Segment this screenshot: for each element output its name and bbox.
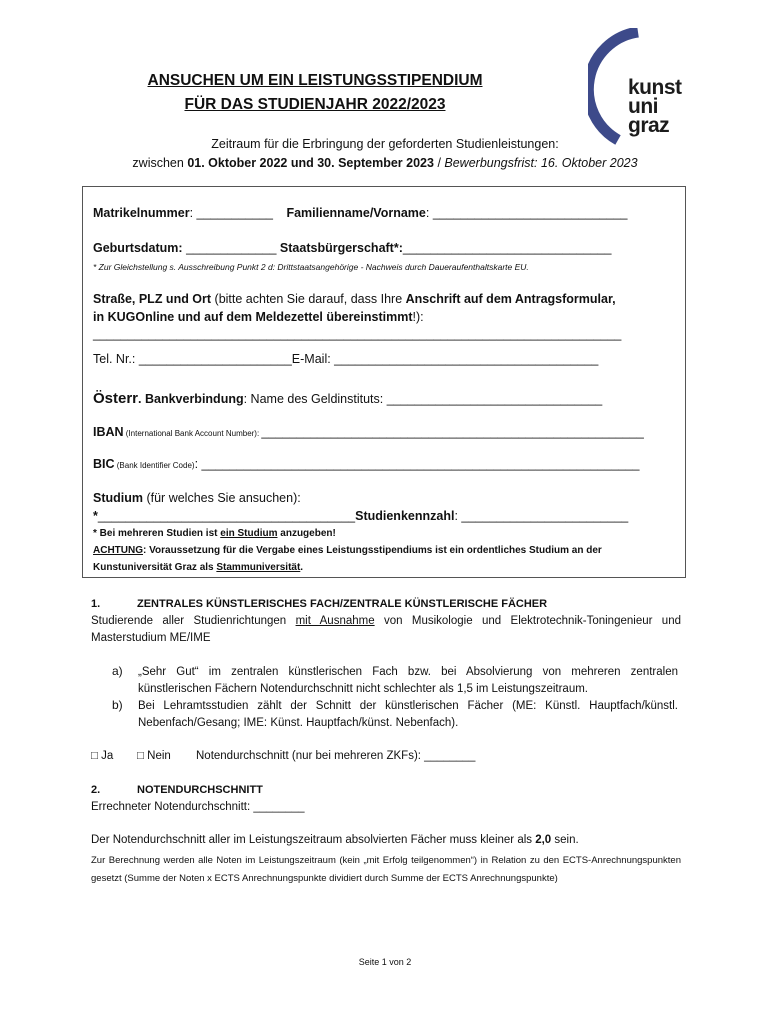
multi-note-underline: ein Studium xyxy=(220,528,278,539)
period-line2 xyxy=(60,156,710,170)
section1-heading: ZENTRALES KÜNSTLERISCHES FACH/ZENTRALE KÜNSTLERISCHE FÄCHER xyxy=(137,598,548,610)
section2-heading: NOTENDURCHSCHNITT xyxy=(137,784,263,796)
section1-intro xyxy=(91,613,681,647)
calculated-average-field[interactable]: Errechneter Notendurchschnitt: ________ xyxy=(91,801,305,813)
address-hint: (bitte achten Sie darauf, dass Ihre xyxy=(211,292,406,306)
bic-row xyxy=(93,457,640,471)
achtung-underline: Stammuniversität xyxy=(216,562,301,573)
citizenship-note: * Zur Gleichstellung s. Ausschreibung Punkt 2 d: Drittstaatsangehörige - Nachweis durch Daueraufenthaltskarte EU. xyxy=(93,262,529,272)
section1-number: 1. xyxy=(91,598,101,610)
phone-label: Tel. Nr.: xyxy=(93,352,139,366)
birthdate-field[interactable]: _____________ xyxy=(182,241,280,255)
average-rule-value: 2,0 xyxy=(535,834,552,846)
bank-name-field[interactable]: _______________________________ xyxy=(386,392,603,406)
bank-name-label: : Name des Geldinstituts: xyxy=(243,392,387,406)
iban-label: IBAN xyxy=(93,425,124,439)
studium-field[interactable]: _____________________________________ xyxy=(97,509,356,523)
birthdate-label: Geburtsdatum: xyxy=(93,241,183,255)
matrikel-label: Matrikelnummer xyxy=(93,206,190,220)
bic-colon: : xyxy=(194,457,202,471)
bic-hint: (Bank Identifier Code) xyxy=(114,461,195,470)
calculation-detail: Zur Berechnung werden alle Noten im Leistungszeitraum (kein „mit Erfolg teilgenommen“) in Relation zu den ECTS-Anrechnungspunkten gesetzt (Summe der Noten x ECTS Anrechnungspunkte dividiert durch Summe der ECTS Anrechnungspunkte) xyxy=(91,855,681,884)
item-b-label: b) xyxy=(112,698,123,712)
name-field[interactable]: : ____________________________ xyxy=(425,206,628,220)
address-label: Straße, PLZ und Ort xyxy=(93,292,212,306)
average-rule xyxy=(91,834,579,846)
name-label: Familienname/Vorname xyxy=(286,206,426,220)
kennzahl-field[interactable]: : ________________________ xyxy=(454,509,629,523)
address-hint-bold: Anschrift auf dem Antragsformular, xyxy=(405,292,616,306)
bank-label: . Bankverbindung xyxy=(138,392,244,406)
achtung-text2: Kunstuniversität Graz als xyxy=(93,562,217,573)
multi-study-note xyxy=(93,528,336,539)
section1-intro-pre: Studierende aller Studienrichtungen xyxy=(91,615,296,627)
logo-line-kunst: kunst xyxy=(628,76,682,99)
application-deadline: Bewerbungsfrist: 16. Oktober 2023 xyxy=(444,156,638,170)
birth-row xyxy=(93,241,611,255)
achtung-line1 xyxy=(93,545,602,556)
achtung-text: : Voraussetzung für die Vergabe eines Leistungsstipendiums ist ein ordentliches Studium an der xyxy=(143,545,602,556)
multi-note-pre: * Bei mehreren Studien ist xyxy=(93,528,221,539)
page-title-line2: FÜR DAS STUDIENJAHR 2022/2023 xyxy=(184,96,446,113)
address-line2 xyxy=(93,310,424,324)
average-rule-post: sein. xyxy=(551,834,579,846)
item-a-text: „Sehr Gut“ im zentralen künstlerischen Fach bzw. bei Absolvierung von mehreren zentralen künstlerischen Fächern Notendurchschnitt nicht schlechter als 1,5 im Leistungszeitraum. xyxy=(138,666,678,695)
kug-logo xyxy=(588,28,698,148)
section2-number: 2. xyxy=(91,784,101,796)
email-label: E-Mail: xyxy=(291,352,335,366)
checkbox-ja[interactable]: □ Ja xyxy=(91,750,114,762)
bic-field[interactable]: _______________________________________________________________ xyxy=(201,457,640,471)
period-prefix: zwischen xyxy=(132,156,188,170)
period-separator: / xyxy=(433,156,445,170)
iban-hint: (International Bank Account Number): xyxy=(123,429,262,438)
citizenship-label: Staatsbürgerschaft*: xyxy=(279,241,403,255)
bank-row xyxy=(93,390,602,407)
logo-line-graz: graz xyxy=(628,114,670,137)
iban-field[interactable]: _______________________________________________________ xyxy=(261,425,644,439)
logo-line-uni: uni xyxy=(628,95,658,118)
bic-label: BIC xyxy=(93,457,115,471)
citizenship-field[interactable]: ______________________________ xyxy=(402,241,612,255)
section1-intro-underline: mit Ausnahme xyxy=(295,615,375,627)
multi-note-post: anzugeben! xyxy=(277,528,336,539)
contact-row xyxy=(93,352,598,366)
checkbox-nein[interactable]: □ Nein xyxy=(137,750,171,762)
section1-intro-post: von Musikologie und Elektrotechnik-Toningenieur und Masterstudium ME/IME xyxy=(91,615,681,644)
average-rule-pre: Der Notendurchschnitt aller im Leistungszeitraum absolvierten Fächer muss kleiner als xyxy=(91,834,536,846)
page-number: Seite 1 von 2 xyxy=(358,957,412,967)
achtung-label: ACHTUNG xyxy=(93,545,143,556)
address-line1 xyxy=(93,292,616,306)
address-field[interactable]: ____________________________________________________________________________ xyxy=(93,327,622,341)
matrikel-field[interactable]: : ___________ xyxy=(189,206,273,220)
achtung-end: . xyxy=(300,562,304,573)
zkf-average-field[interactable]: Notendurchschnitt (nur bei mehreren ZKFs): ________ xyxy=(196,750,476,762)
period-line1: Zeitraum für die Erbringung der geforderten Studienleistungen: xyxy=(211,137,559,151)
iban-row xyxy=(93,425,644,439)
studium-hint: (für welches Sie ansuchen): xyxy=(143,491,301,505)
achtung-line2 xyxy=(93,562,303,573)
studium-star: * xyxy=(93,509,98,523)
address-hint-end: !): xyxy=(412,310,424,324)
item-a-label: a) xyxy=(112,664,123,678)
period-dates: 01. Oktober 2022 und 30. September 2023 xyxy=(187,156,434,170)
item-b-text: Bei Lehramtsstudien zählt der Schnitt der künstlerischen Fächer (ME: Künstl. Hauptfach/künstl. Nebenfach/Gesang; IME: Künst. Hauptfach/künst. Nebenfach). xyxy=(138,700,678,729)
studium-field-row xyxy=(93,509,628,523)
studium-label: Studium xyxy=(93,491,143,505)
matrikel-row xyxy=(93,206,627,220)
studium-row xyxy=(93,491,301,505)
kennzahl-label: Studienkennzahl xyxy=(355,509,455,523)
phone-field[interactable]: ______________________ xyxy=(138,352,292,366)
email-field[interactable]: ______________________________________ xyxy=(334,352,599,366)
bank-label-prefix: Österr xyxy=(93,390,139,407)
page-title-line1: ANSUCHEN UM EIN LEISTUNGSSTIPENDIUM xyxy=(147,72,483,89)
address-hint-bold2: in KUGOnline und auf dem Meldezettel übereinstimmt xyxy=(93,310,413,324)
